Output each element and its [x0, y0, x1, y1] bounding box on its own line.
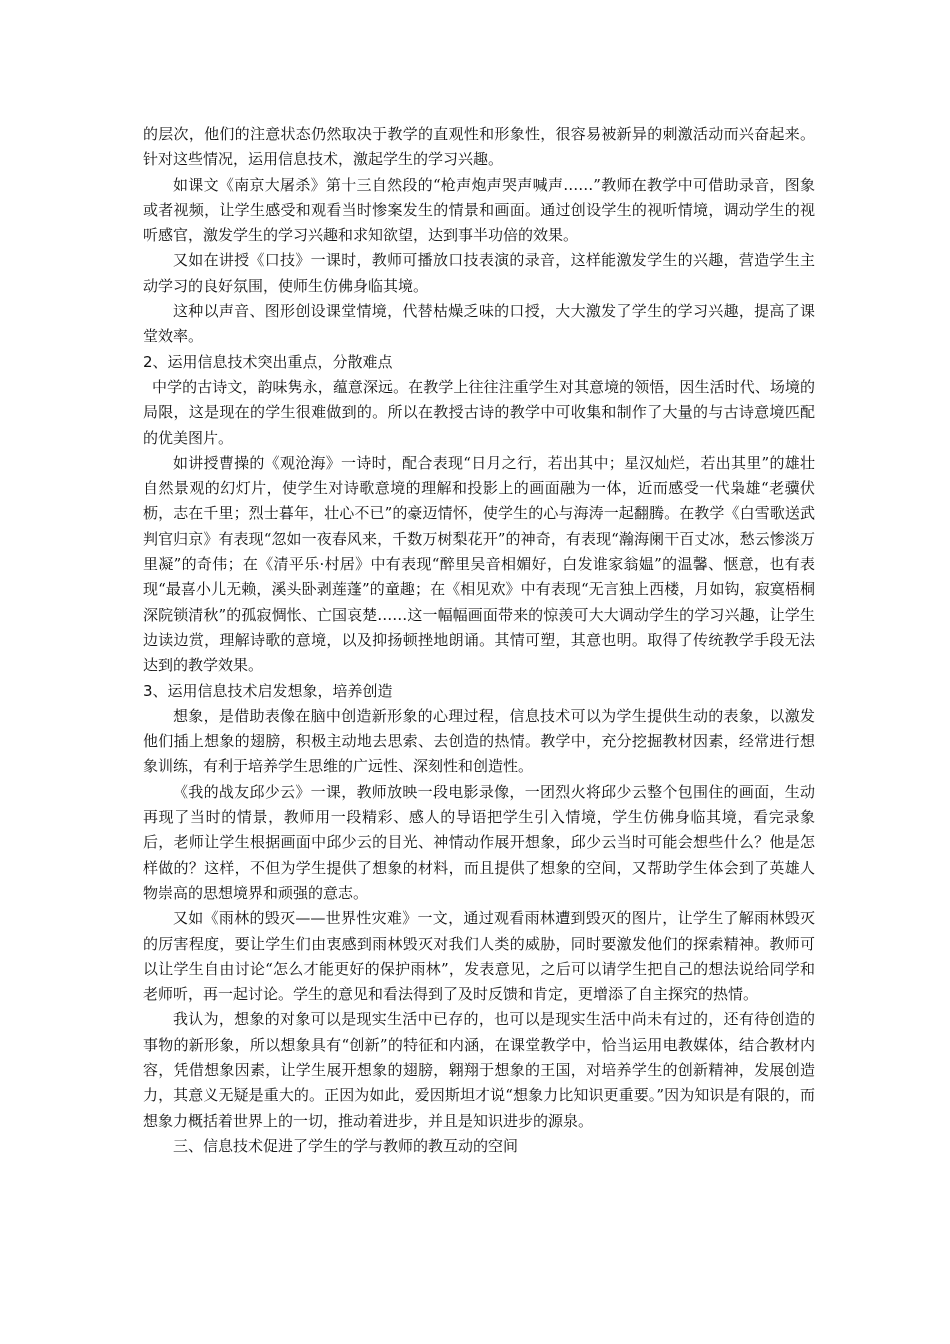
- paragraph-3: 又如在讲授《口技》一课时，教师可播放口技表演的录音，这样能激发学生的兴趣，营造学生主动学习的良好氛围，使师生仿佛身临其境。: [143, 251, 815, 295]
- paragraph-5: 中学的古诗文，韵味隽永，蕴意深远。在教学上往往注重学生对其意境的领悟，因生活时代、场境的局限，这是现在的学生很难做到的。所以在教授古诗的教学中可收集和制作了大量的与古诗意境匹配的优美图片。: [143, 377, 815, 447]
- document-body: [143, 122, 815, 1159]
- paragraph-8: 《我的战友邱少云》一课，教师放映一段电影录像，一团烈火将邱少云整个包围住的画面，生动再现了当时的情景，教师用一段精彩、感人的导语把学生引入情境，学生仿佛身临其境，看完录象后，老师让学生根据画面中邱少云的目光、神情动作展开想象，邱少云当时可能会想些什么？他是怎样做的？这样，不但为学生提供了想象的材料，而且提供了想象的空间，又帮助学生体会到了英雄人物崇高的思想境界和顽强的意志。: [143, 782, 815, 902]
- paragraph-7: 想象，是借助表像在脑中创造新形象的心理过程，信息技术可以为学生提供生动的表象，以激发他们插上想象的翅膀，积极主动地去思索、去创造的热情。教学中，充分挖掘教材因素，经常进行想象训练，有利于培养学生思维的广远性、深刻性和创造性。: [143, 706, 815, 776]
- paragraph-6: 如讲授曹操的《观沧海》一诗时，配合表现“日月之行，若出其中；星汉灿烂，若出其里”的雄壮自然景观的幻灯片，使学生对诗歌意境的理解和投影上的画面融为一体，近而感受一代枭雄“老骥伏枥，志在千里；烈士暮年，壮心不已”的豪迈情怀，使学生的心与海涛一起翻腾。在教学《白雪歌送武判官归京》有表现“忽如一夜春风来，千数万树梨花开”的神奇，有表现“瀚海阑干百丈冰，愁云惨淡万里凝”的奇伟；在《清平乐·村居》中有表现“醉里吴音相媚好，白发谁家翁媪”的温馨、惬意，也有表现“最喜小儿无赖，溪头卧剥莲蓬”的童趣；在《相见欢》中有表现“无言独上西楼，月如钩，寂寞梧桐深院锁清秋”的孤寂惆怅、亡国哀楚……这一幅幅画面带来的惊羡可大大调动学生的学习兴趣，让学生边读边赏，理解诗歌的意境，以及抑扬顿挫地朗诵。其情可塑，其意也明。取得了传统教学手段无法达到的教学效果。: [143, 453, 815, 675]
- section-heading-three: 三、信息技术促进了学生的学与教师的教互动的空间: [173, 1136, 519, 1155]
- paragraph-9: 又如《雨林的毁灭——世界性灾难》一文，通过观看雨林遭到毁灭的图片，让学生了解雨林毁灭的厉害程度，要让学生们由衷感到雨林毁灭对我们人类的威胁，同时要激发他们的探索精神。教师可以让学生自由讨论“怎么才能更好的保护雨林”，发表意见，之后可以请学生把自己的想法说给同学和老师听，再一起讨论。学生的意见和看法得到了及时反馈和肯定，更增添了自主探究的热情。: [143, 909, 815, 1004]
- paragraph-4: 这种以声音、图形创设课堂情境，代替枯燥乏味的口授，大大激发了学生的学习兴趣，提高了课堂效率。: [143, 302, 815, 346]
- section-heading-3: 3、运用信息技术启发想象，培养创造: [143, 681, 393, 700]
- paragraph-10: 我认为，想象的对象可以是现实生活中已存的，也可以是现实生活中尚未有过的，还有待创造的事物的新形象，所以想象具有“创新”的特征和内涵，在课堂教学中，恰当运用电教媒体，结合教材内容，凭借想象因素，让学生展开想象的翅膀，翱翔于想象的王国，对培养学生的创新精神，发展创造力，其意义无疑是重大的。正因为如此，爱因斯坦才说“想象力比知识更重要。”因为知识是有限的，而想象力概括着世界上的一切，推动着进步，并且是知识进步的源泉。: [143, 1010, 815, 1130]
- paragraph-1: 的层次，他们的注意状态仍然取决于教学的直观性和形象性，很容易被新异的刺激活动而兴奋起来。针对这些情况，运用信息技术，激起学生的学习兴趣。: [143, 125, 815, 169]
- section-heading-2: 2、运用信息技术突出重点，分散难点: [143, 352, 393, 371]
- paragraph-2: 如课文《南京大屠杀》第十三自然段的“枪声炮声哭声喊声……”教师在教学中可借助录音，图象或者视频，让学生感受和观看当时惨案发生的情景和画面。通过创设学生的视听情境，调动学生的视听感官，激发学生的学习兴趣和求知欲望，达到事半功倍的效果。: [143, 175, 815, 245]
